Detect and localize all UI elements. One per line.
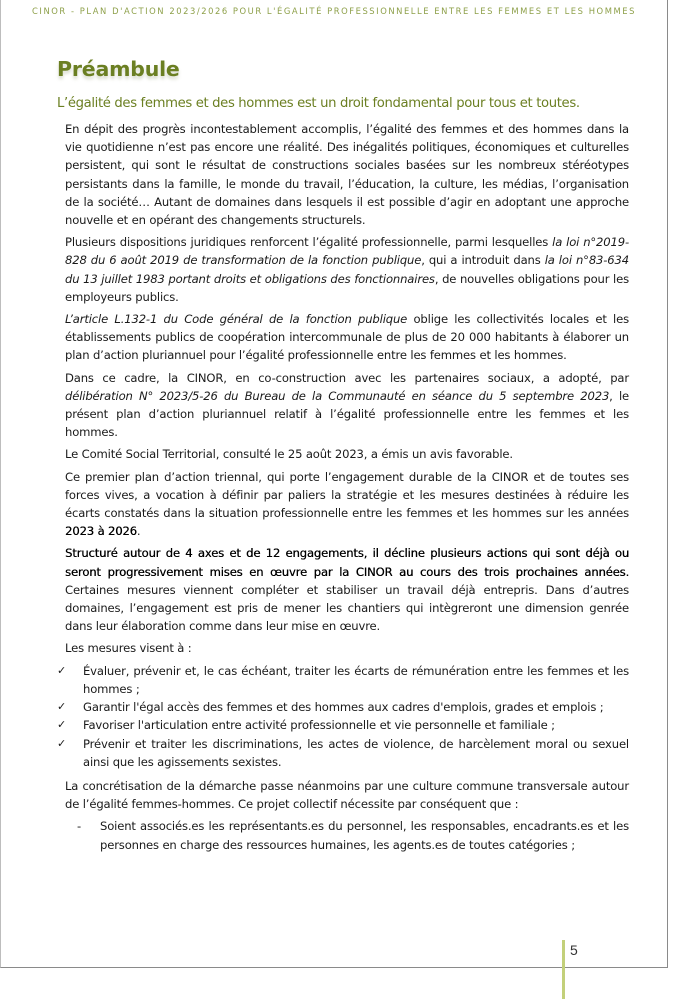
paragraph-legal-provisions	[65, 233, 629, 306]
text: Ce premier plan d’action triennal, qui porte l’engagement durable de la CINOR et de toutes ses forces vives, a vocation à définir par paliers la stratégie et les mesures destinées à réduire les écarts constatés dans la situation professionnelle entre les femmes et les hommes sur les années	[65, 469, 629, 521]
law-reference-1983: la loi n°83-634 du 13 juillet 1983 portant droits et obligations des fonctionnaires	[65, 253, 629, 286]
paragraph-committee: Le Comité Social Territorial, consulté le 25 août 2023, a émis un avis favorable.	[65, 447, 513, 462]
text: oblige les collectivités locales et les établissements publics de coopération intercommunale de plus de 20 000 habitants à élaborer un plan d’action pluriannuel pour l’égalité professionnelle entre les femmes et les hommes.	[65, 312, 629, 363]
measures-list	[57, 662, 629, 771]
structure-highlight: Structuré autour de 4 axes et de 12 engagements, il décline plusieurs actions qui sont déjà ou seront progressivement mises en œuvre par la CINOR au cours des trois prochaines années.	[65, 546, 629, 579]
list-item	[65, 817, 629, 853]
list-item-text: Évaluer, prévenir et, le cas échéant, traiter les écarts de rémunération entre les femmes et les hommes ;	[83, 663, 629, 696]
list-item	[57, 735, 629, 771]
checkmark-icon: ✓	[57, 736, 67, 750]
list-item	[57, 716, 629, 734]
running-header: CINOR - PLAN D'ACTION 2023/2026 POUR L'ÉGALITÉ PROFESSIONNELLE ENTRE LES FEMMES ET LES HOMMES	[32, 6, 636, 16]
paragraph-intro: En dépit des progrès incontestablement accomplis, l’égalité des femmes et des hommes dans la vie quotidienne n’est pas encore une réalité. Des inégalités politiques, économiques et culturelles persistent, qui sont le résultat de constructions sociales basées sur les nombreux stéréotypes persistants dans la famille, le monde du travail, l’éducation, la culture, les médias, l’organisation de la société… Autant de domaines dans lesquels il est possible d’agir en adoptant une approche nouvelle et en opérant des changements structurels.	[65, 122, 629, 228]
article-reference: L’article L.132-1 du Code général de la fonction publique	[65, 312, 408, 327]
paragraph-structure	[65, 544, 629, 635]
list-item	[57, 698, 629, 716]
text: .	[136, 524, 141, 539]
text: Dans ce cadre, la CINOR, en co-construction avec les partenaires sociaux, a adopté, par	[65, 370, 629, 385]
paragraph-measures-intro: Les mesures visent à :	[65, 641, 192, 656]
checkmark-icon: ✓	[57, 663, 67, 677]
document-body	[57, 120, 629, 854]
text: , qui a introduit dans	[421, 253, 545, 268]
page-number: 5	[570, 942, 578, 958]
dash-bullet-icon: -	[77, 819, 82, 834]
plan-years: 2023 à 2026	[65, 524, 137, 539]
text: Plusieurs dispositions juridiques renforcent l’égalité professionnelle, parmi lesquelles	[65, 235, 553, 250]
paragraph-plan	[65, 468, 629, 541]
section-subtitle: L’égalité des femmes et des hommes est un droit fondamental pour tous et toutes.	[57, 96, 580, 111]
deliberation-reference: délibération N° 2023/5-26 du Bureau de la Communauté en séance du 5 septembre 2023	[65, 388, 610, 403]
list-item-text: Soient associés.es les représentants.es du personnel, les responsables, encadrants.es et les personnes en charge des ressources humaines, les agents.es de toutes catégories ;	[100, 819, 629, 852]
checkmark-icon: ✓	[57, 700, 67, 714]
section-title: Préambule	[57, 57, 180, 81]
list-item-text: Garantir l'égal accès des femmes et des hommes aux cadres d'emplois, grades et emplois ;	[83, 700, 604, 715]
requirements-list	[65, 817, 629, 853]
checkmark-icon: ✓	[57, 718, 67, 732]
list-item	[57, 662, 629, 698]
list-item-text: Favoriser l'articulation entre activité professionnelle et vie personnelle et familiale ;	[83, 718, 555, 733]
text: Certaines mesures viennent compléter et stabiliser un travail déjà entrepris. Dans d’autres domaines, l’engagement est pris de mener les chantiers qui intègreront une dimension genrée dans leur élaboration comme dans leur mise en œuvre.	[65, 582, 629, 634]
law-reference-2019: la loi n°2019-828 du 6 août 2019 de transformation de la fonction publique	[65, 235, 629, 268]
page-number-rule	[562, 940, 565, 999]
text: , de nouvelles obligations pour les employeurs publics.	[65, 271, 629, 304]
list-item-text: Prévenir et traiter les discriminations, les actes de violence, de harcèlement moral ou sexuel ainsi que les agissements sexistes.	[83, 736, 629, 769]
paragraph-conclusion: La concrétisation de la démarche passe néanmoins par une culture commune transversale autour de l’égalité femmes-hommes. Ce projet collectif nécessite par conséquent que :	[65, 778, 629, 812]
text: , le présent plan d’action pluriannuel relatif à l’égalité professionnelle entre les femmes et les hommes.	[65, 388, 629, 440]
paragraph-article	[65, 310, 629, 365]
paragraph-deliberation	[65, 369, 629, 442]
